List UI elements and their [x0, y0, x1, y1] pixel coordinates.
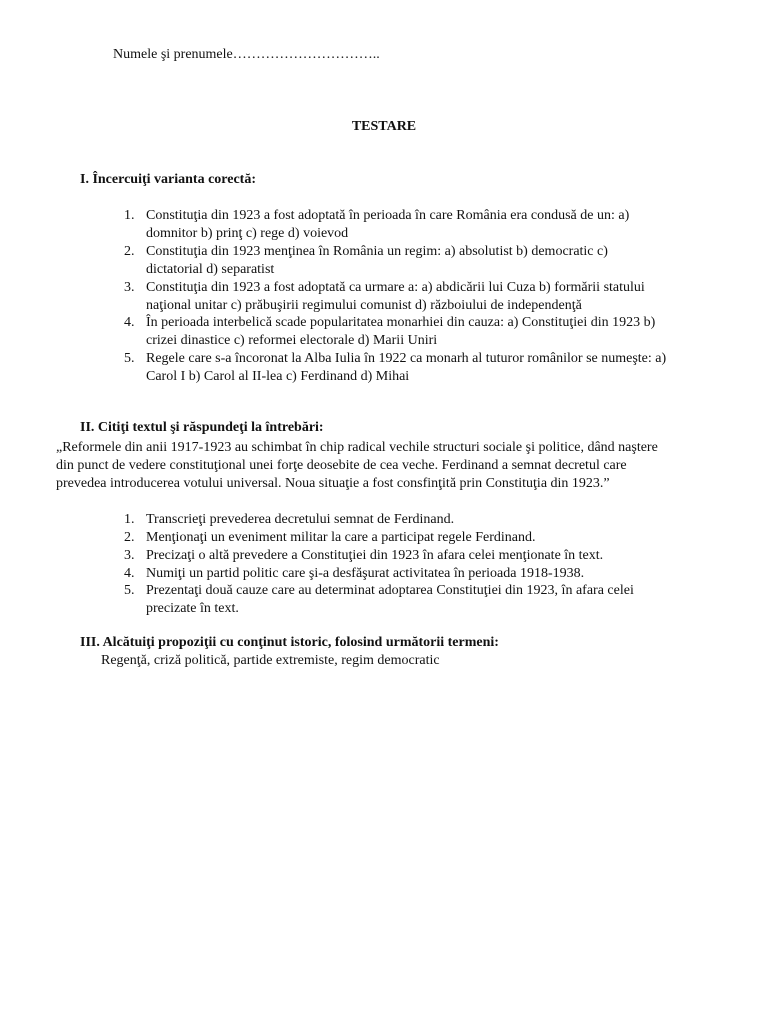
- question-line: Menţionaţi un eveniment militar la care a participat regele Ferdinand.: [146, 530, 536, 545]
- question-number: 4.: [124, 566, 135, 581]
- question-number: 2.: [124, 530, 135, 545]
- section-3-heading: III. Alcătuiţi propoziţii cu conţinut istoric, folosind următorii termeni:: [80, 635, 499, 650]
- question-line: domnitor b) prinţ c) rege d) voievod: [146, 225, 349, 241]
- question-number: 1.: [124, 208, 135, 223]
- question-line: Carol I b) Carol al II-lea c) Ferdinand d) Mihai: [146, 368, 410, 384]
- section-1-heading: I. Încercuiţi varianta corectă:: [80, 172, 256, 187]
- question-line: Prezentaţi două cauze care au determinat adoptarea Constituţiei din 1923, în afara celei: [146, 583, 634, 598]
- question-line: Constituţia din 1923 menţinea în România un regim: a) absolutist b) democratic c): [146, 244, 608, 259]
- section-2-heading: II. Citiţi textul şi răspundeţi la întrebări:: [80, 420, 324, 435]
- question-number: 5.: [124, 351, 135, 366]
- s2-question-4: [124, 565, 724, 583]
- s1-question-5: [124, 350, 724, 385]
- s2-question-3: [124, 547, 724, 565]
- question-line: În perioada interbelică scade popularitatea monarhiei din cauza: a) Constituţiei din 1923 b): [146, 315, 656, 330]
- name-line: Numele şi prenumele…………………………..: [113, 47, 380, 62]
- question-line: precizate în text.: [146, 600, 239, 616]
- question-number: 4.: [124, 315, 135, 330]
- question-number: 2.: [124, 244, 135, 259]
- question-line: dictatorial d) separatist: [146, 261, 275, 277]
- s2-question-2: [124, 529, 724, 547]
- s1-question-2: [124, 243, 724, 278]
- question-number: 1.: [124, 512, 135, 527]
- s1-question-1: [124, 207, 724, 242]
- s1-question-3: [124, 279, 724, 314]
- question-number: 3.: [124, 548, 135, 563]
- question-line: naţional unitar c) prăbuşirii regimului comunist d) războiului de independenţă: [146, 297, 582, 313]
- question-number: 3.: [124, 280, 135, 295]
- question-line: Constituţia din 1923 a fost adoptată ca urmare a: a) abdicării lui Cuza b) formării statului: [146, 280, 645, 295]
- s2-question-5: [124, 582, 724, 617]
- question-line: Numiţi un partid politic care şi-a desfăşurat activitatea în perioada 1918-1938.: [146, 566, 585, 581]
- s2-question-1: [124, 511, 724, 529]
- source-quote: [56, 439, 726, 493]
- quote-line: din punct de vedere constituţional unei forţe deosebite de cea veche. Ferdinand a semnat decretul care: [56, 458, 627, 473]
- question-line: Regele care s-a încoronat la Alba Iulia în 1922 ca monarh al tuturor românilor se numeşte: a): [146, 351, 667, 366]
- question-line: crizei dinastice c) reformei electorale d) Marii Uniri: [146, 332, 438, 348]
- quote-line: „Reformele din anii 1917-1923 au schimbat în chip radical vechile structuri sociale şi politice, dând naştere: [56, 440, 658, 455]
- question-line: Precizaţi o altă prevedere a Constituţiei din 1923 în afara celei menţionate în text.: [146, 548, 604, 563]
- question-line: Transcrieţi prevederea decretului semnat de Ferdinand.: [146, 512, 455, 527]
- question-line: Constituţia din 1923 a fost adoptată în perioada în care România era condusă de un: a): [146, 208, 630, 223]
- s1-question-4: [124, 314, 724, 349]
- terms-line: Regenţă, criză politică, partide extremiste, regim democratic: [101, 653, 440, 668]
- quote-line: prevedea introducerea votului universal. Noua situaţie a fost consfinţită prin Constituţia din 1923.”: [56, 476, 610, 491]
- question-number: 5.: [124, 583, 135, 598]
- document-title: TESTARE: [351, 119, 417, 134]
